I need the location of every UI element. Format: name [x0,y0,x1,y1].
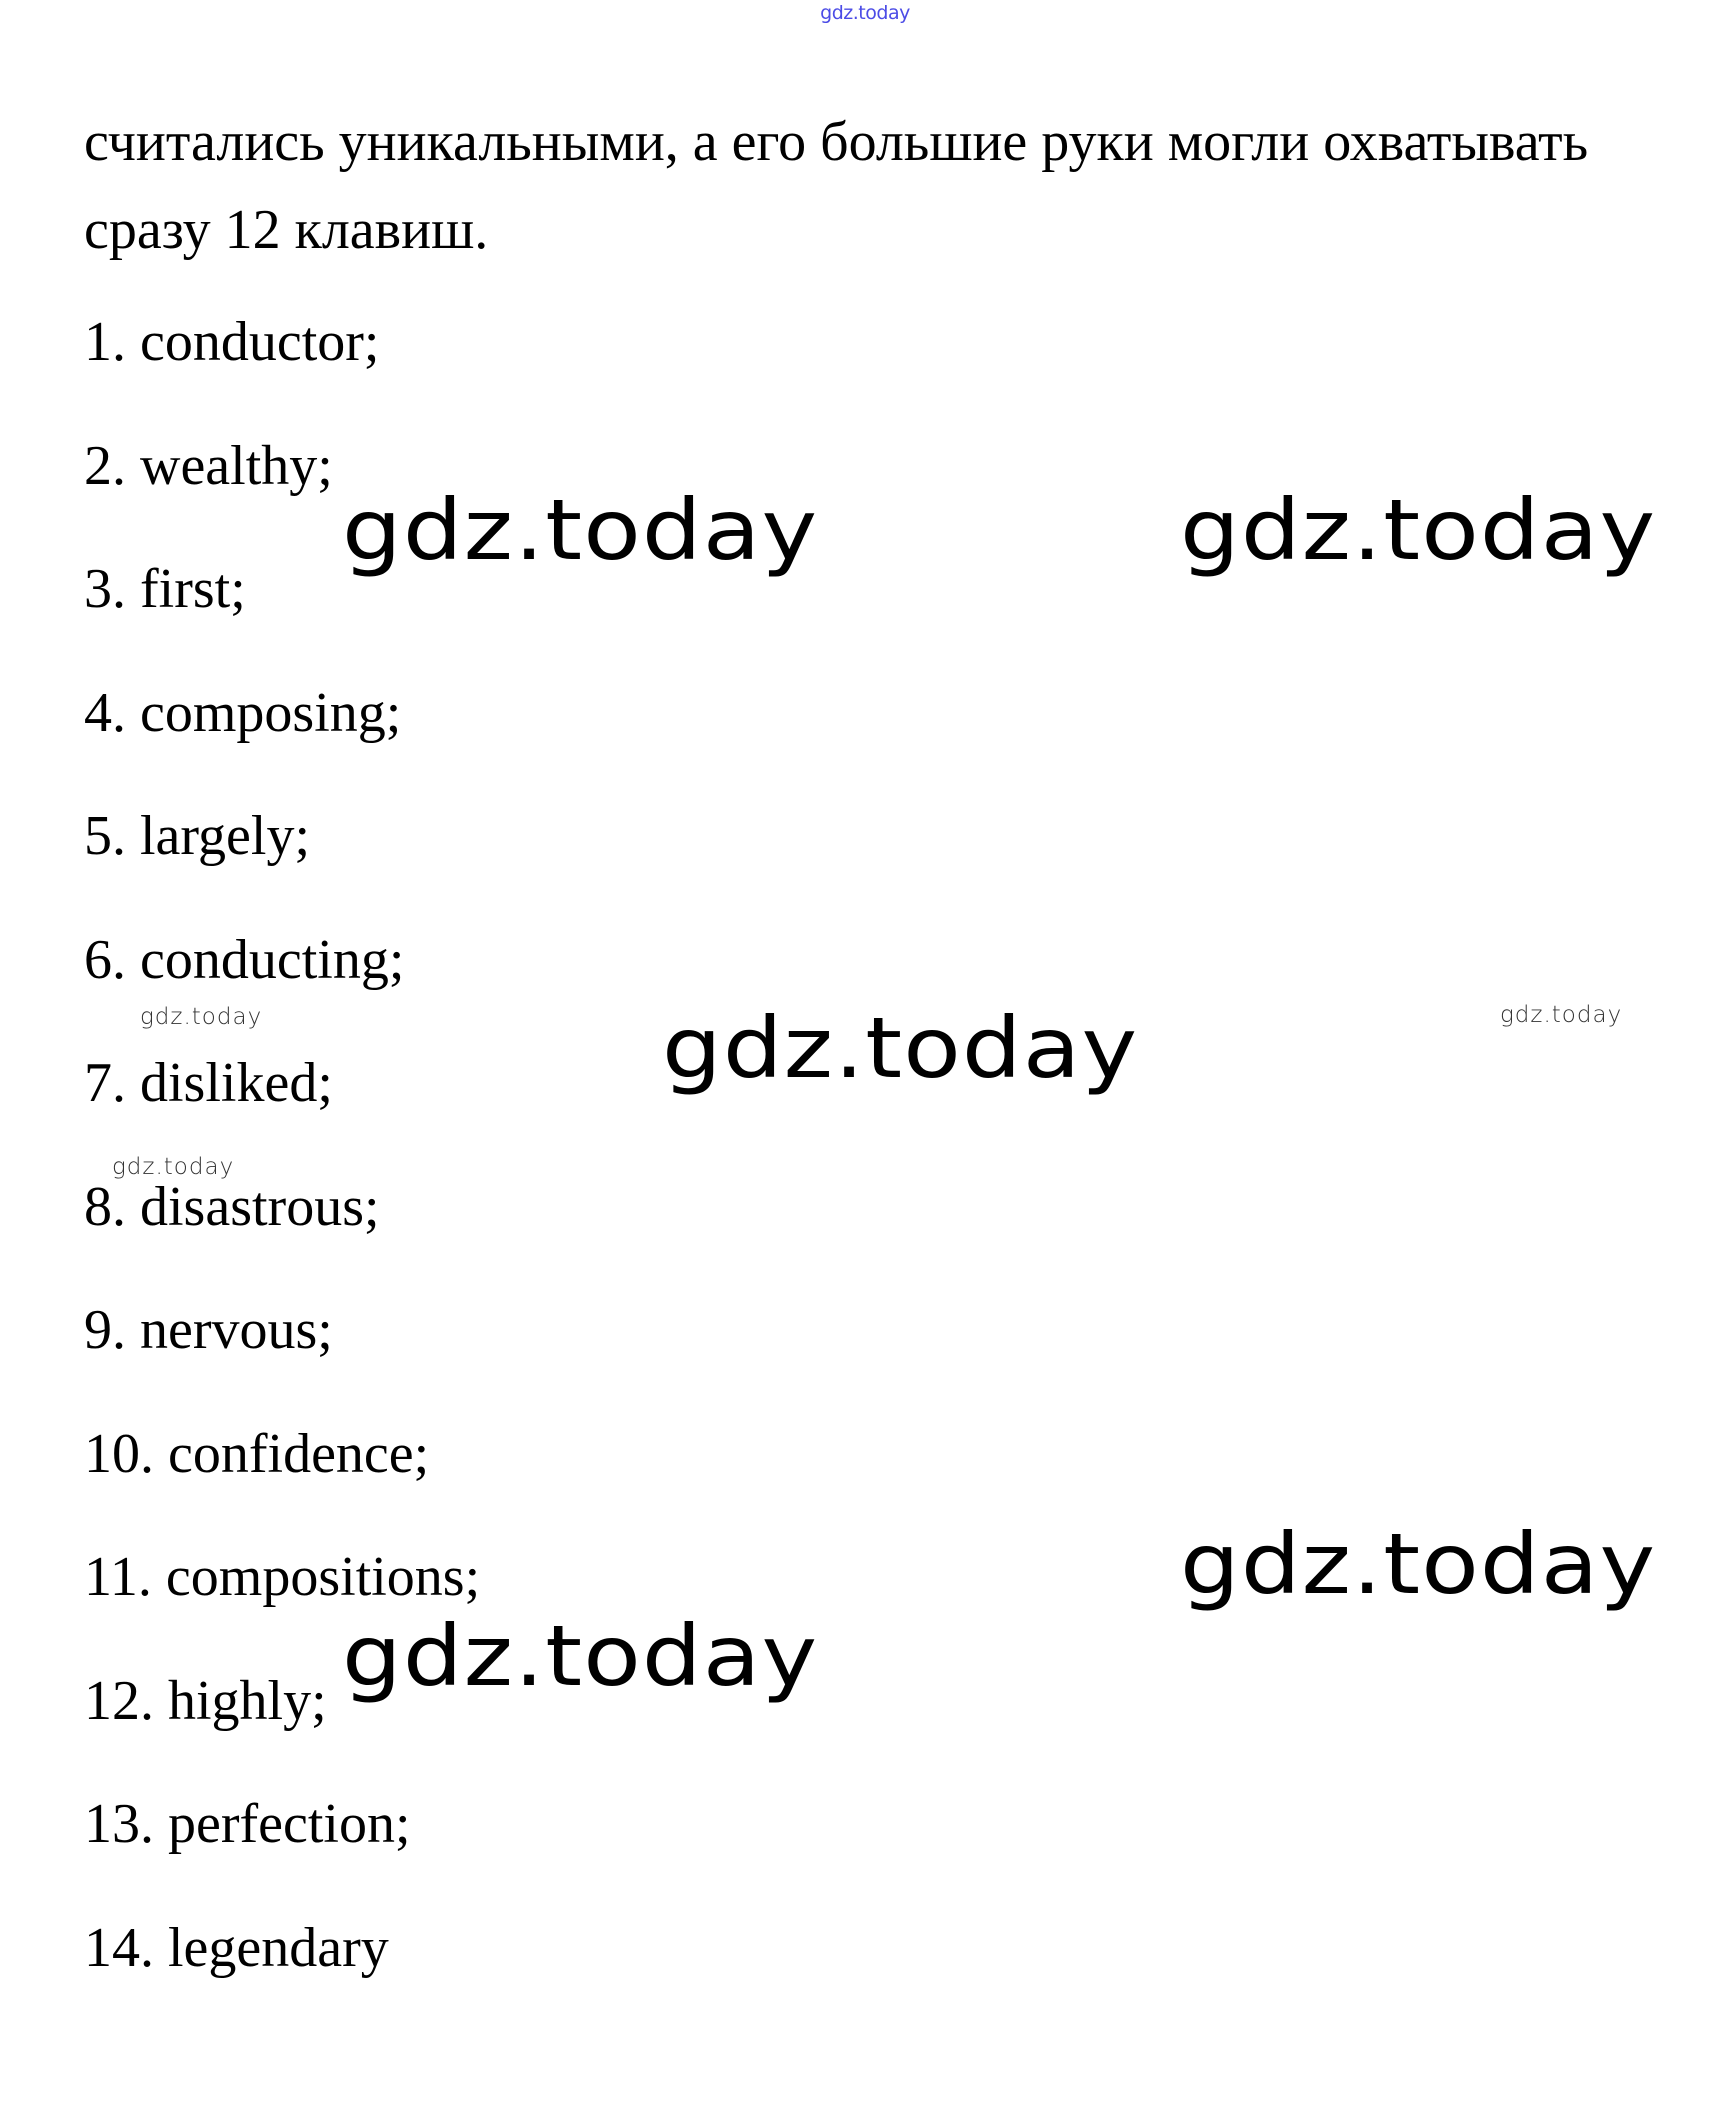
answer-item-9: 9. nervous; [84,1299,333,1361]
answer-item-11: 11. compositions; [84,1546,481,1608]
answer-item-13: 13. perfection; [84,1793,411,1855]
watermark-large-3: gdz.today [662,999,1139,1097]
watermark-small-3: gdz.today [112,1154,235,1180]
answer-item-7: 7. disliked; [84,1052,333,1114]
watermark-small-2: gdz.today [1500,1002,1623,1028]
watermark-large-1: gdz.today [342,481,819,579]
watermark-large-2: gdz.today [1180,481,1657,579]
answer-item-2: 2. wealthy; [84,434,333,497]
paragraph-text: считались уникальными, а его большие руки могли охватывать сразу 12 клавиш. [84,111,1589,261]
answer-item-12: 12. highly; [84,1669,327,1732]
answer-item-4: 4. composing; [84,681,402,744]
watermark-large-5: gdz.today [342,1607,819,1705]
answer-item-6: 6. conducting; [84,928,405,991]
answer-item-5: 5. largely; [84,805,311,867]
watermark-small-1: gdz.today [140,1004,263,1030]
answer-item-14: 14. legendary [84,1916,389,1979]
answer-item-3: 3. first; [84,558,246,620]
answer-item-1: 1. conductor; [84,311,380,373]
watermark-large-4: gdz.today [1180,1515,1657,1613]
answer-item-10: 10. confidence; [84,1422,430,1485]
answer-item-8: 8. disastrous; [84,1175,380,1238]
top-watermark: gdz.today [820,2,910,24]
